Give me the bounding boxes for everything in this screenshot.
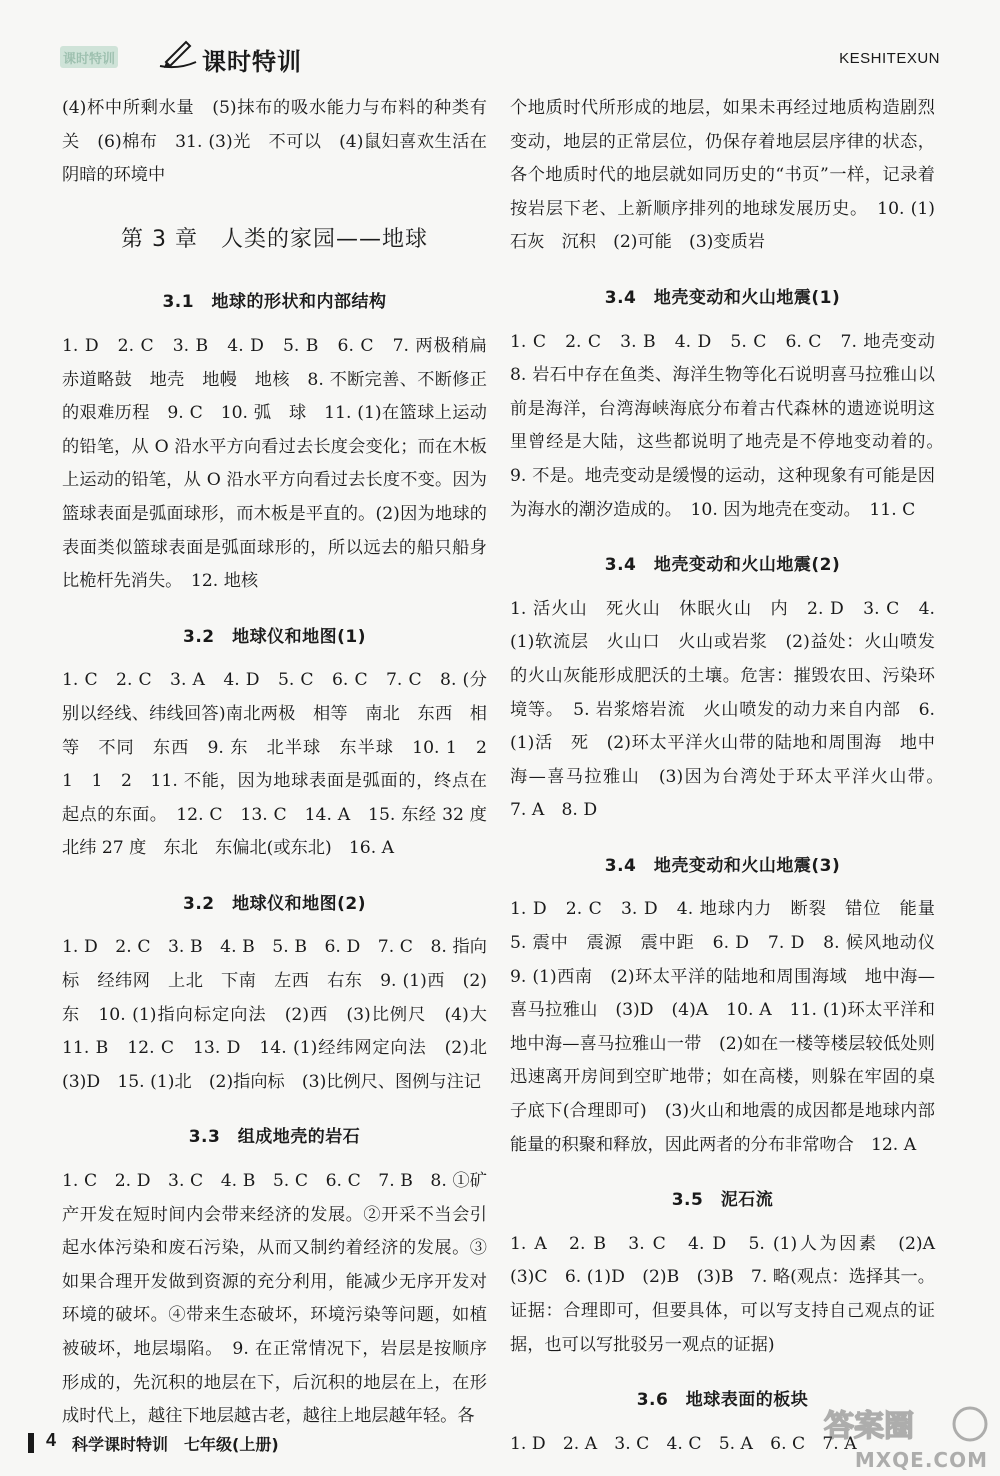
- section-answers: 1. C 2. D 3. C 4. B 5. C 6. C 7. B 8. ①矿产开发在短时间内会带来经济的发展。②开采不当会引起水体污染和废石污染，从而又制约着经济的发展。③如果合理开发做到资源的充分利用，能减少无序开发对环境的破坏。④带来生态破坏，环境污染等问题，如植被破坏，地层塌陷。 9. 在正常情况下，岩层是按顺序形成的，先沉积的地层在下，后沉积的地层在上，在形成时代上，越往下地层越古老，越往上地层越年轻。各: [62, 1171, 487, 1427]
- section-title: 3.4 地壳变动和火山地震(2): [604, 555, 841, 576]
- section-title: 3.4 地壳变动和火山地震(3): [604, 855, 841, 876]
- page-footer: [28, 1430, 428, 1460]
- section-answers: 1. 活火山 死火山 休眠火山 内 2. D 3. C 4. (1)软流层 火山口 火山或岩浆 (2)益处：火山喷发的火山灰能形成肥沃的土壤。危害：摧毁农田、污染环境等。 5. 岩浆熔岩流 火山喷发的动力来自内部 6. (1)活 死 (2)环太平洋火山带的陆地和周围海 地中海—喜马拉雅山 (3)因为台湾处于环太平洋火山带。 7. A 8. D: [510, 598, 953, 821]
- section-title: 3.1 地球的形状和内部结构: [162, 292, 387, 313]
- section-title: 3.5 泥石流: [671, 1190, 774, 1211]
- brand-logo-icon: [60, 44, 118, 70]
- section-title: 3.2 地球仪和地图(2): [183, 893, 366, 914]
- section-title: 3.2 地球仪和地图(1): [183, 626, 366, 647]
- section-title: 3.6 地球表面的板块: [636, 1390, 809, 1411]
- left-column: [62, 92, 505, 1434]
- section-answers: 1. D 2. C 3. B 4. B 5. B 6. D 7. C 8. 指向标 经纬网 上北 下南 左西 右东 9. (1)西 (2)东 10. (1)指向标定向法 (2)西 (3)比例尺 (4)大 11. B 12. C 13. D 14. (1)经纬网定向法 (2)北 (3)D 15. (1)北 (2)指向标 (3)比例尺、图例与注记: [62, 937, 505, 1092]
- book-title: 科学课时特训 七年级(上册): [72, 1435, 279, 1454]
- section-answers: 1. D 2. A 3. C 4. C 5. A 6. C 7. A: [510, 1433, 857, 1454]
- brand-pinyin: KESHITEXUN: [839, 50, 940, 67]
- right-intro-text: 个地质时代所形成的地层，如果未再经过地质构造剧烈变动，地层的正常层位，仍保存着地层层序律的状态，各个地质时代的地层就如同历史的“书页”一样，记录着按岩层下老、上新顺序排列的地球发展历史。 10. (1)石灰 沉积 (2)可能 (3)变质岩: [510, 98, 935, 253]
- pen-icon: [156, 38, 200, 72]
- section-answers: 1. A 2. B 3. C 4. D 5. (1)人为因素 (2)A (3)C 6. (1)D (2)B (3)B 7. 略(观点：选择其一。证据：合理即可，但要具体，可以写支持自己观点的证据，也可以写批驳另一观点的证据): [510, 1233, 953, 1355]
- logo-mark-text: 课时特训: [62, 52, 116, 67]
- right-column: [510, 92, 953, 1461]
- watermark: [820, 1400, 990, 1476]
- section-answers: 1. C 2. C 3. A 4. D 5. C 6. C 7. C 8. (分别以经线、纬线回答)南北两极 相等 南北 东西 相等 不同 东西 9. 东 北半球 东半球 10. 1 2 1 1 2 11. 不能，因为地球表面是弧面的，终点在起点的东面。 12. C 13. C 14. A 15. 东经 32 度 北纬 27 度 东北 东偏北(或东北) 16. A: [62, 670, 505, 859]
- page-header: [60, 38, 940, 78]
- section-title: 3.4 地壳变动和火山地震(1): [604, 287, 841, 308]
- section-answers: 1. C 2. C 3. B 4. D 5. C 6. C 7. 地壳变动 8. 岩石中存在鱼类、海洋生物等化石说明喜马拉雅山以前是海洋，台湾海峡海底分布着古代森林的遗迹说明这里曾经是大陆，这些都说明了地壳是不停地变动着的。 9. 不是。地壳变动是缓慢的运动，这种现象有可能是因为海水的潮汐造成的。 10. 因为地壳在变动。 11. C: [510, 331, 953, 520]
- left-intro-text: (4)杯中所剩水量 (5)抹布的吸水能力与布料的种类有关 (6)棉布 31. (3)光 不可以 (4)鼠妇喜欢生活在阴暗的环境中: [62, 98, 487, 186]
- section-title: 3.3 组成地壳的岩石: [188, 1127, 361, 1148]
- page-number: 4: [46, 1430, 57, 1450]
- watermark-line2: MXQE.COM: [854, 1448, 988, 1472]
- section-answers: 1. D 2. C 3. B 4. D 5. B 6. C 7. 两极稍扁 赤道略鼓 地壳 地幔 地核 8. 不断完善、不断修正的艰难历程 9. C 10. 弧 球 11. (1)在篮球上运动的铅笔，从 O 沿水平方向看过去长度会变化；而在木板上运动的铅笔，从 O 沿水平方向看过去长度不变。因为篮球表面是弧面球形，而木板是平直的。(2)因为地球的表面类似篮球表面是弧面球形的，所以远去的船只船身比桅杆先消失。 12. 地核: [62, 335, 505, 592]
- watermark-logo-icon: [820, 1400, 990, 1450]
- section-answers: 1. D 2. C 3. D 4. 地球内力 断裂 错位 能量 5. 震中 震源 震中距 6. D 7. D 8. 候风地动仪 9. (1)西南 (2)环太平洋的陆地和周围海域 地中海—喜马拉雅山 (3)D (4)A 10. A 11. (1)环太平洋和地中海—喜马拉雅山一带 (2)如在一楼等楼层较低处则迅速离开房间到空旷地带；如在高楼，则躲在牢固的桌子底下(合理即可) (3)火山和地震的成因都是地球内部能量的积聚和释放，因此两者的分布非常吻合 12. A: [510, 899, 953, 1155]
- chapter-title: 第 3 章 人类的家园——地球: [121, 226, 428, 252]
- footer-bar-decoration: [28, 1433, 34, 1453]
- logo-text: 课时特训: [202, 48, 302, 76]
- watermark-line1: 答案圈: [824, 1409, 914, 1444]
